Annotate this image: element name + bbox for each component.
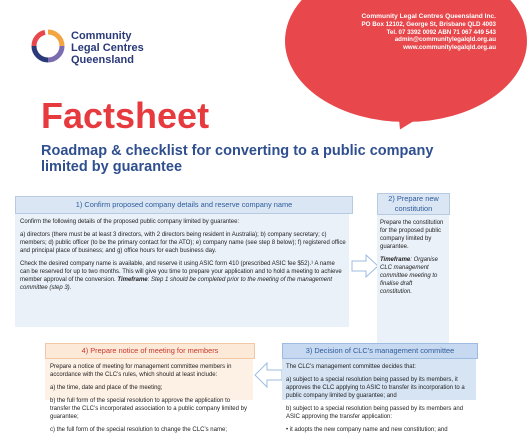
step2-box <box>377 215 449 349</box>
step1-timeframe-label: Timeframe <box>117 277 148 283</box>
contact-email[interactable]: admin@communitylegalqld.org.au <box>394 36 496 44</box>
contact-address: PO Box 12102, George St, Brisbane QLD 4003 <box>361 20 496 28</box>
step1-details: a) directors (there must be at least 3 directors, with 2 directors being resident in Australia); b) company secretary; c) members; d) public officer (to be the primary contact for the ATO); e) company name (see step 8 below); f) registered office and principal place of business; and g) office hours for each business day. <box>20 232 346 254</box>
step3-heading: 3) Decision of CLC’s management committee <box>282 343 478 359</box>
logo-line-3: Queensland <box>71 54 134 66</box>
step4-item-c: c) the full form of the special resolution to change the CLC’s name; <box>50 427 227 433</box>
step3-item-b: b) subject to a special resolution being passed by its members and ASIC approving the transfer application: <box>286 406 464 420</box>
step2-text: Prepare the constitution for the proposed public company limited by guarantee. <box>380 220 444 250</box>
contact-website[interactable]: www.communitylegalqld.org.au <box>403 44 496 52</box>
step1-intro: Confirm the following details of the proposed public company limited by guarantee: <box>20 219 240 225</box>
step4-item-b: b) the full form of the special resolution to approve the application to transfer the CLC’s incorporated association to a public company limited by guarantee; <box>50 398 247 420</box>
arrow-left-icon <box>254 362 282 388</box>
step1-name-check-text: Check the desired company name is available, and reserve it using ASIC form 410 (prescribed ASIC fee $52).¹ A name can be reserved for up to two months. This will give you time to prepare your application and to hold a meeting to achieve member approval of the conversion. <box>20 261 342 283</box>
logo-line-2: Legal Centres <box>71 42 144 54</box>
logo-text <box>71 30 144 66</box>
page-title: Factsheet <box>41 95 210 136</box>
page-subtitle: Roadmap & checklist for converting to a public company limited by guarantee <box>41 143 434 175</box>
step3-box <box>282 359 476 433</box>
contact-phone-abn: Tel. 07 3392 0092 ABN 71 067 449 543 <box>386 28 496 36</box>
clcq-ring-logo-icon <box>30 28 66 64</box>
step1-box <box>15 214 349 327</box>
step1-timeframe-text: : Step 1 should be completed prior to the meeting of the management committee (step 3). <box>20 277 333 291</box>
step4-intro: Prepare a notice of meeting for management committee members in accordance with the CLC’s rules, which should at least include: <box>50 364 232 378</box>
step4-heading: 4) Prepare notice of meeting for members <box>45 343 255 359</box>
step4-item-a: a) the time, date and place of the meeting; <box>50 385 163 391</box>
arrow-right-icon <box>352 255 378 277</box>
step1-heading: 1) Confirm proposed company details and reserve company name <box>15 196 353 214</box>
contact-org: Community Legal Centres Queensland Inc. <box>361 13 496 20</box>
step2-timeframe <box>380 256 446 296</box>
step3-item-a: a) subject to a special resolution being passed by its members, it approves the CLC applying to ASIC to transfer its incorporation to a public company limited by guarantee; and <box>286 377 465 399</box>
step3-bullet: • it adopts the new company name and new constitution; and <box>286 427 448 433</box>
step4-box <box>45 359 253 433</box>
step1-name-check <box>20 260 346 292</box>
step3-intro: The CLC’s management committee decides that: <box>286 364 416 370</box>
step2-timeframe-label: Timeframe <box>380 257 411 263</box>
logo-line-1: Community <box>71 30 132 42</box>
step2-heading: 2) Prepare new constitution <box>377 193 450 215</box>
contact-details <box>318 13 496 52</box>
step2-timeframe-text: : Organise CLC management committee meeting to finalise draft constitution. <box>380 257 438 295</box>
